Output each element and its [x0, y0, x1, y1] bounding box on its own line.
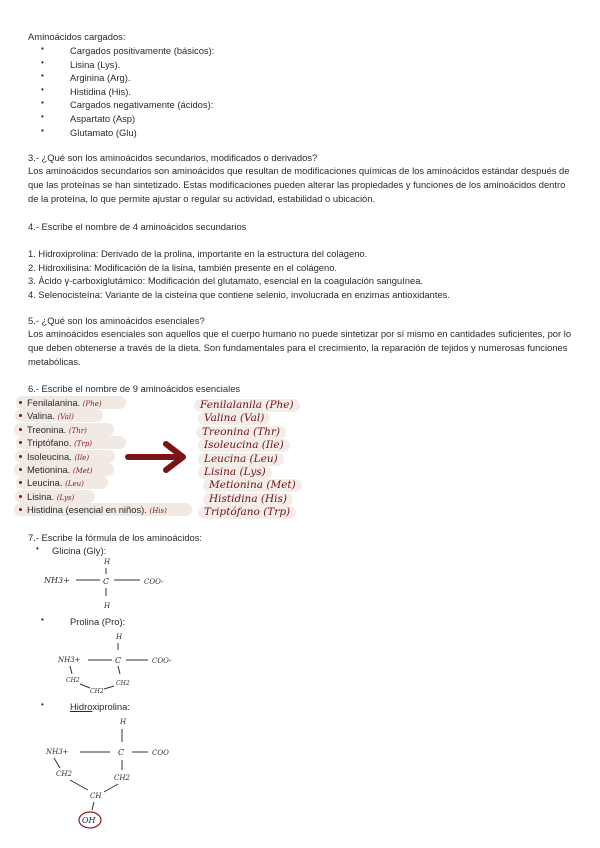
coo: COO-: [144, 578, 164, 586]
handwritten-item: Fenilalanila (Phe): [194, 399, 300, 412]
proline-formula: [54, 630, 184, 696]
list-item: Aspartato (Asp): [70, 113, 136, 124]
amino-name: Valina.: [27, 410, 55, 422]
handwritten-item: Isoleucina (Ile): [198, 439, 290, 452]
handwritten-item: Triptófano (Trp): [198, 506, 296, 519]
nh3: NH3+: [44, 576, 70, 585]
ch2: CH2: [90, 688, 104, 695]
bullet: ▪: [41, 44, 44, 53]
charged-title: Aminoácidos cargados:: [28, 31, 126, 42]
amino-abbr: (Thr): [68, 426, 87, 435]
list-item: 3. Ácido γ-carboxiglutámico: Modificación del glutamato, esencial en la coagulación sanguínea.: [28, 275, 424, 287]
h-top: H: [120, 718, 127, 726]
amino-abbr: (Val): [57, 413, 74, 422]
bullet: ▪: [41, 71, 44, 81]
amino-name: Leucina.: [27, 477, 63, 489]
amino-abbr: (His): [149, 507, 167, 516]
c: C: [115, 656, 122, 665]
nh3: NH3+: [46, 748, 69, 756]
bullet-dot: [19, 495, 22, 498]
bullet-dot: [19, 455, 22, 458]
ch2: CH2: [56, 770, 72, 778]
amino-abbr: (Lys): [56, 493, 75, 502]
q5-title: 5.- ¿Qué son los aminoácidos esenciales?: [28, 315, 205, 326]
bullet: •: [41, 112, 44, 121]
nh3: NH3+: [58, 656, 81, 664]
ch2: CH2: [114, 774, 130, 782]
bullet-dot: [19, 401, 22, 404]
handwritten-item: Leucina (Leu): [198, 453, 284, 466]
list-item: Cargados positivamente (básicos):: [70, 45, 215, 56]
amino-name: Treonina.: [27, 423, 67, 435]
hydroxyproline-label: [70, 700, 130, 713]
c: C: [103, 577, 110, 586]
q3-title: 3.- ¿Qué son los aminoácidos secundarios, modificados o derivados?: [28, 152, 318, 163]
glycine-formula: [40, 556, 190, 612]
list-item: Lisina (Lys).: [70, 58, 121, 70]
list-item: 1. Hidroxiprolina: Derivado de la prolina, importante en la estructura del colágeno.: [28, 248, 368, 259]
q3-body: Los aminoácidos secundarios son aminoácidos que resultan de modificaciones químicas de los aminoácidos estándar después de que las proteínas se han sintetizado. Estas modificaciones pueden alterar las propiedades y funciones de los aminoácidos dentro de la proteína, lo que permite ajustar o regular su actividad, estabilidad o ubicación.: [28, 165, 570, 204]
handwritten-item: Metionina (Met): [203, 479, 302, 492]
handwritten-item: Valina (Val): [198, 412, 270, 425]
bullet: •: [41, 57, 44, 67]
arrow-icon: [124, 440, 190, 474]
list-item: Arginina (Arg).: [70, 72, 131, 84]
q6-title: 6.- Escribe el nombre de 9 aminoácidos esenciales: [28, 383, 241, 394]
amino-abbr: (Met): [72, 467, 93, 475]
h-top: H: [116, 633, 123, 641]
bullet-dot: [19, 428, 22, 431]
label-underlined: Hidro: [70, 701, 93, 712]
bullet: ▪: [41, 98, 44, 108]
list-item: Cargados negativamente (ácidos):: [70, 99, 214, 111]
glycine-label: Glicina (Gly):: [52, 545, 107, 556]
bullet: ▪: [41, 615, 44, 624]
amino-name: Fenilalanina.: [27, 397, 81, 408]
bullet: •: [41, 84, 44, 94]
bullet-dot: [19, 468, 22, 471]
amino-name: Triptófano.: [27, 437, 72, 449]
amino-name: Lisina.: [27, 490, 55, 502]
ch: CH: [90, 792, 102, 800]
h-top: H: [104, 558, 111, 566]
proline-label: Prolina (Pro):: [70, 616, 126, 627]
handwritten-item: Histidina (His): [203, 493, 293, 506]
amino-abbr: (Leu): [65, 480, 84, 489]
list-item: 4. Selenocisteína: Variante de la cisteína que contiene selenio, involucrada en enzimas antioxidantes.: [28, 288, 450, 300]
amino-abbr: (Trp): [74, 440, 93, 449]
bullet: ▪: [41, 125, 44, 135]
amino-name: Metionina.: [27, 464, 71, 475]
q5-body: Los aminoácidos esenciales son aquellos que el cuerpo humano no puede sintetizar por sí mismo en cantidades suficientes, por lo que deben obtenerse a través de la dieta. Son fundamentales para el crecimiento, la reparación de tejidos y numerosas funciones metabólicas.: [28, 328, 572, 367]
handwritten-item: Treonina (Thr): [196, 426, 286, 439]
list-item: Histidina (His).: [70, 85, 131, 97]
bullet: •: [41, 700, 44, 709]
q4-title: 4.- Escribe el nombre de 4 aminoácidos secundarios: [28, 221, 247, 232]
ch2: CH2: [116, 680, 130, 687]
amino-abbr: (Ile): [74, 453, 90, 462]
handwritten-item: Lisina (Lys): [198, 466, 272, 479]
bullet: •: [36, 544, 39, 553]
c: C: [118, 748, 125, 757]
oh: OH: [82, 816, 96, 825]
coo: COO-: [152, 657, 172, 665]
list-item: 2. Hidroxilisina: Modificación de la lisina, también presente en el colágeno.: [28, 261, 338, 273]
h-bottom: H: [104, 602, 111, 610]
q7-title: 7.- Escribe la fórmula de los aminoácidos:: [28, 532, 203, 543]
amino-name: Histidina (esencial en niños).: [27, 504, 147, 516]
hydroxyproline-formula: [40, 714, 190, 834]
label-rest: xiprolina:: [92, 701, 130, 712]
coo: COO: [152, 749, 169, 757]
list-item: Glutamato (Glu): [70, 126, 137, 138]
amino-abbr: (Phe): [82, 400, 102, 408]
amino-name: Isoleucina.: [27, 450, 72, 462]
ch2: CH2: [66, 677, 80, 684]
list-item: [27, 503, 167, 518]
